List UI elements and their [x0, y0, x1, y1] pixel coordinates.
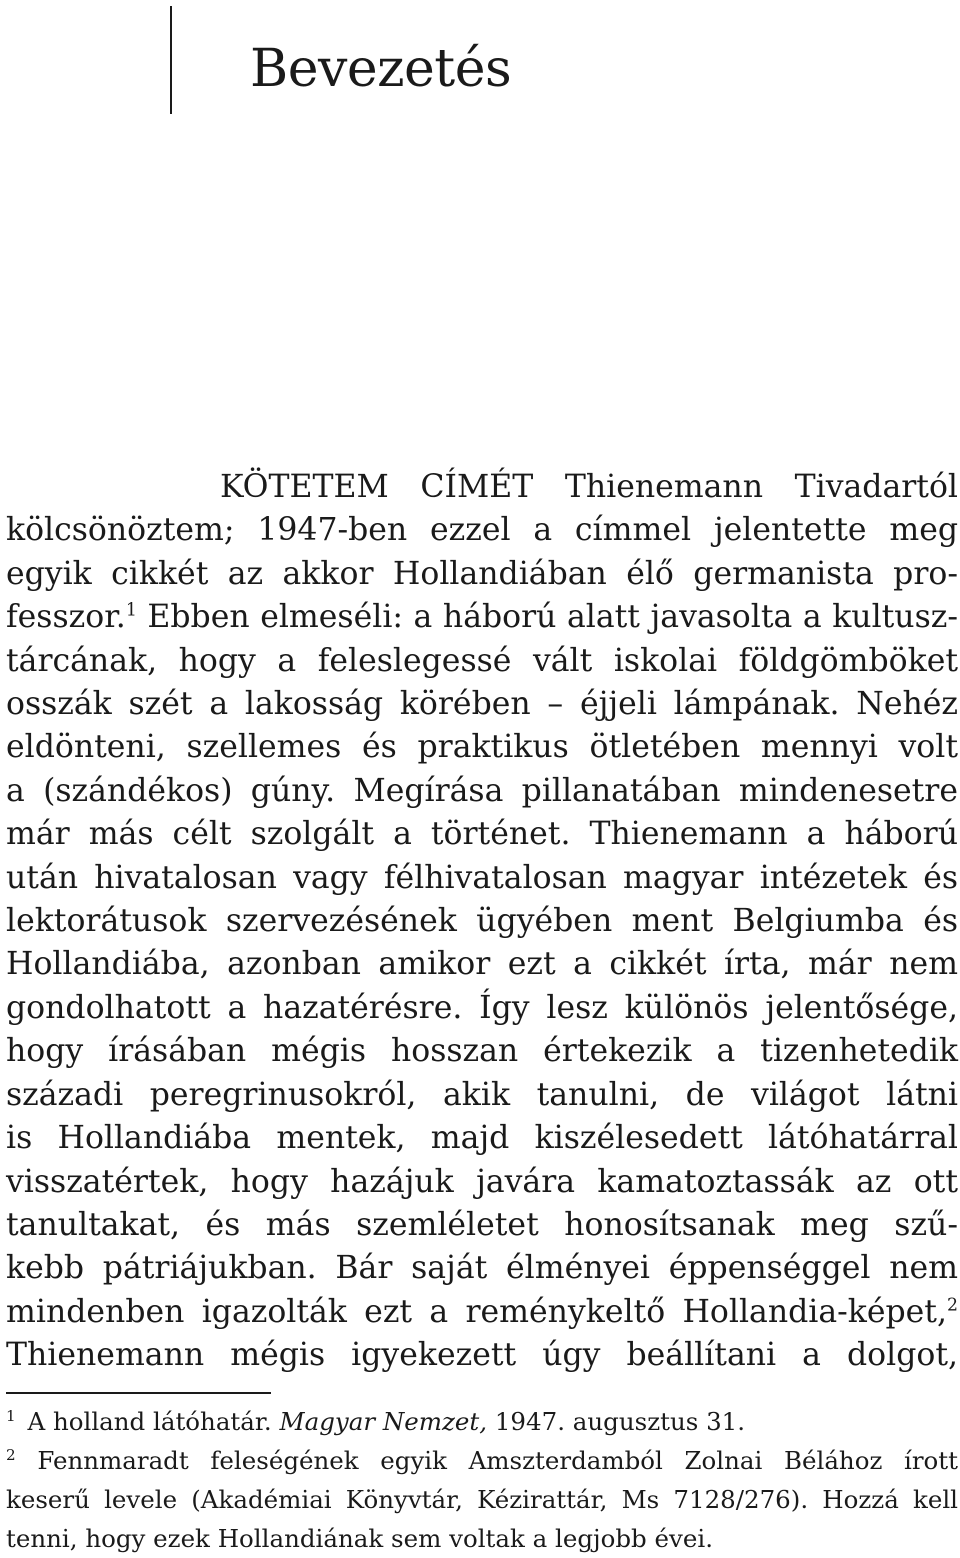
footnote-2-line: [6, 1441, 958, 1480]
body-line: tárcának, hogy a feleslegessé vált iskolai földgömböket: [6, 642, 958, 679]
footnote-number: 1: [6, 1406, 16, 1425]
chapter-title: Bevezetés: [250, 39, 512, 99]
body-line-with-footnote-ref: [6, 1291, 958, 1334]
body-line: egyik cikkét az akkor Hollandiában élő germanista pro-: [6, 555, 958, 592]
body-line: osszák szét a lakosság körében – éjjeli lámpának. Nehéz: [6, 686, 958, 723]
body-line: kebb pátriájukban. Bár saját élményei éppenséggel nem: [6, 1250, 958, 1287]
footnote-text: 1947. augusztus 31.: [494, 1407, 746, 1436]
body-line: Thienemann mégis igyekezett úgy beállítani a dolgot,: [6, 1337, 958, 1374]
footnote-text: Fennmaradt feleségének egyik Amszterdamból Zolnai Bélához írott: [37, 1446, 958, 1475]
footnote-ref-2: 2: [946, 1295, 958, 1316]
footnote-2-line: tenni, hogy ezek Hollandiának sem voltak a legjobb évei.: [6, 1524, 713, 1553]
body-line-text: mindenben igazolták ezt a reménykeltő Hollandia-képet,: [6, 1293, 947, 1330]
body-line: lektorátusok szervezésének ügyében ment Belgiumba és: [6, 903, 958, 940]
footnote-text: A holland látóhatár.: [27, 1407, 272, 1436]
body-paragraph: [6, 466, 958, 1378]
footnote-separator: [6, 1392, 271, 1394]
body-line: is Hollandiába mentek, majd kiszélesedett látóhatárral: [6, 1120, 958, 1157]
body-line: kölcsönöztem; 1947-ben ezzel a címmel jelentette meg: [6, 512, 958, 549]
body-line-rest: Ebben elmeséli: a háború alatt javasolta a kultusz-: [147, 599, 958, 636]
footnote-italic-title: Magyar Nemzet,: [279, 1407, 488, 1436]
footnote-ref-1: 1: [125, 600, 137, 621]
body-line: visszatértek, hogy hazájuk javára kamatoztassák az ott: [6, 1163, 958, 1200]
body-line-with-footnote-ref: [6, 596, 958, 639]
footnote-number: 2: [6, 1445, 16, 1464]
footnotes: [6, 1402, 958, 1558]
chapter-vertical-rule: [170, 6, 172, 114]
footnote-2-line: keserű levele (Akadémiai Könyvtár, Kézirattár, Ms 7128/276). Hozzá kell: [6, 1485, 958, 1514]
body-line: eldönteni, szellemes és praktikus ötletében mennyi volt: [6, 729, 958, 766]
body-line: hogy írásában mégis hosszan értekezik a tizenhetedik: [6, 1033, 958, 1070]
body-line: után hivatalosan vagy félhivatalosan magyar intézetek és: [6, 859, 958, 896]
body-line: Hollandiába, azonban amikor ezt a cikkét írta, már nem: [6, 946, 958, 983]
body-line: századi peregrinusokról, akik tanulni, de világot látni: [6, 1076, 958, 1113]
body-line-prefix: fesszor.: [6, 599, 126, 636]
body-line: tanultakat, és más szemléletet honosítsanak meg szű-: [6, 1206, 958, 1243]
body-line: a (szándékos) gúny. Megírása pillanatában mindenesetre: [6, 772, 958, 809]
body-line: KÖTETEM CÍMÉT Thienemann Tivadartól: [220, 469, 958, 505]
footnote-1: [6, 1402, 958, 1441]
body-line: már más célt szolgált a történet. Thienemann a háború: [6, 816, 958, 853]
body-line: gondolhatott a hazatérésre. Így lesz különös jelentősége,: [6, 989, 958, 1026]
